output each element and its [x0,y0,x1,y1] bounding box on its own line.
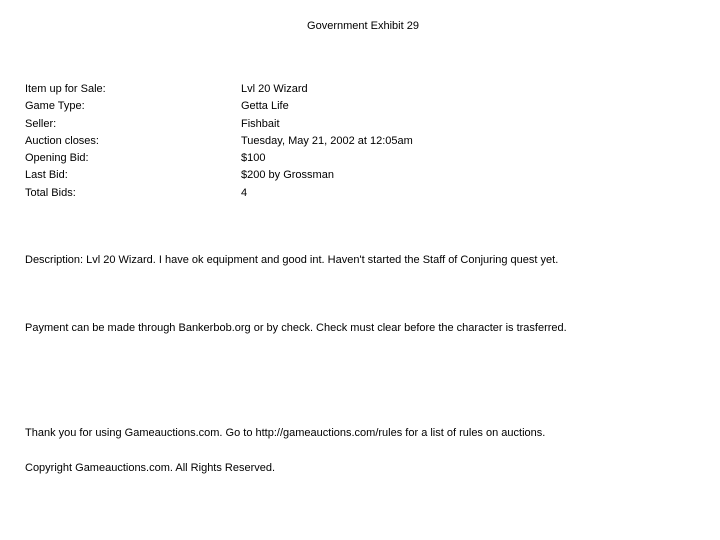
seller-label: Seller: [25,117,57,130]
auction-closes-value: Tuesday, May 21, 2002 at 12:05am [241,134,413,147]
last-bid-value: $200 by Grossman [241,169,334,182]
item-label: Item up for Sale: [25,83,106,95]
last-bid-label: Last Bid: [25,169,68,182]
auction-closes-label: Auction closes: [25,134,99,147]
payment-text: Payment can be made through Bankerbob.org or by check. Check must clear before the character is trasferred. [25,322,567,334]
detail-row-seller [25,116,585,133]
detail-row-total-bids [25,185,585,202]
copyright-text: Copyright Gameauctions.com. All Rights Reserved. [25,462,276,474]
game-type-value: Getta Life [241,100,289,113]
game-type-label: Game Type: [25,100,85,113]
detail-row-auction-closes [25,133,585,150]
item-value: Lvl 20 Wizard [241,83,308,95]
total-bids-label: Total Bids: [25,186,76,199]
detail-row-opening-bid [25,150,585,167]
detail-row-last-bid [25,167,585,184]
thanks-text: Thank you for using Gameauctions.com. Go to http://gameauctions.com/rules for a list of rules on auctions. [25,427,546,439]
opening-bid-value: $100 [241,152,266,165]
opening-bid-label: Opening Bid: [25,152,89,165]
seller-value: Fishbait [241,117,280,130]
auction-details [25,81,585,202]
detail-row-item [25,81,585,98]
description-text: Description: Lvl 20 Wizard. I have ok equipment and good int. Haven't started the Staff of Conjuring quest yet. [25,254,559,266]
detail-row-game-type [25,98,585,115]
total-bids-value: 4 [241,186,248,199]
exhibit-title: Government Exhibit 29 [307,20,419,32]
